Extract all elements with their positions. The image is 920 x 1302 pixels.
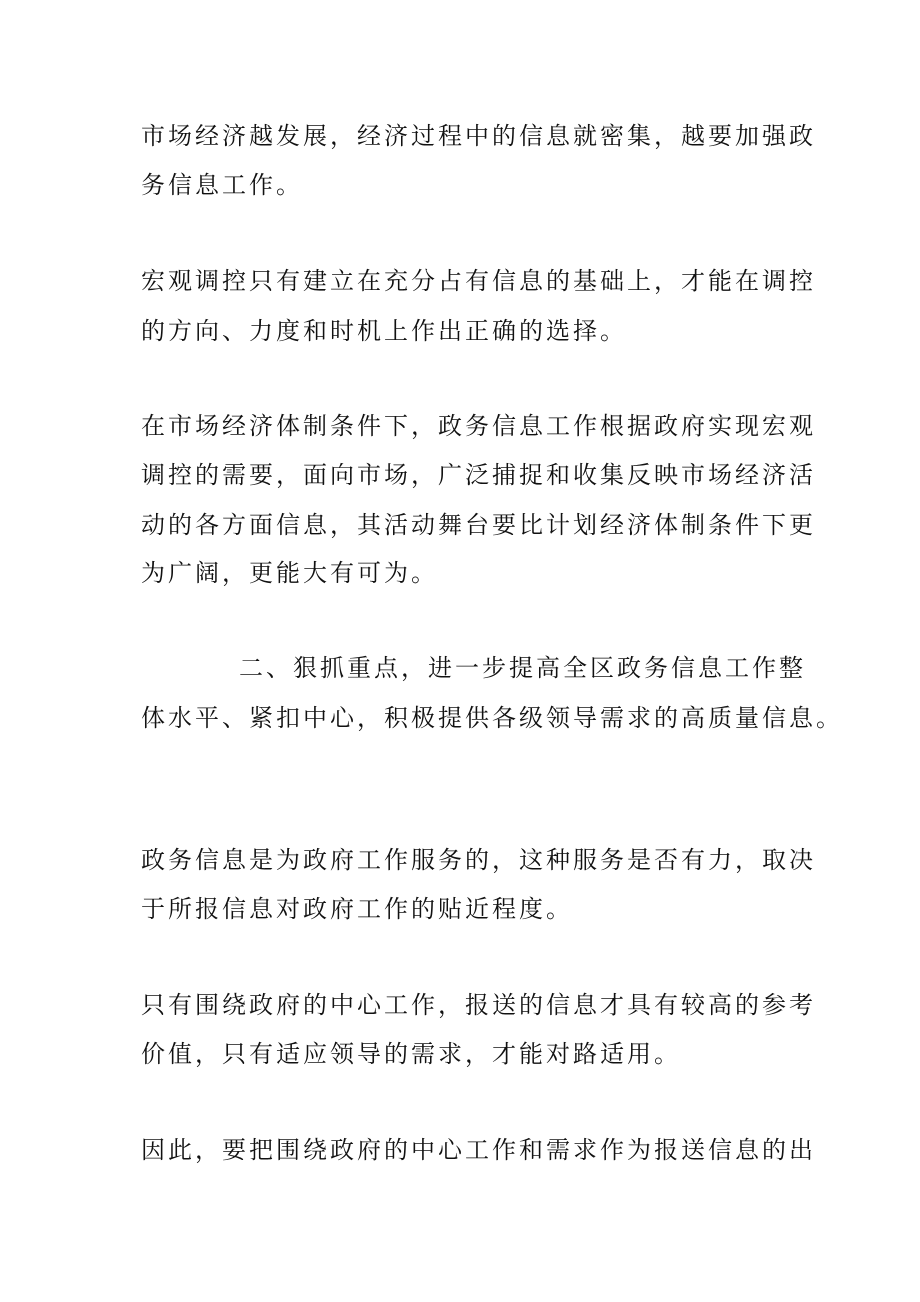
text-line: 于所报信息对政府工作的贴近程度。 [141, 895, 573, 923]
text-line: 只有围绕政府的中心工作，报送的信息才具有较高的参考 [141, 991, 816, 1019]
text-line: 体水平、紧扣中心，积极提供各级领导需求的高质量信息。 [141, 704, 843, 732]
text-line: 务信息工作。 [141, 171, 303, 199]
text-line: 调控的需要，面向市场，广泛捕捉和收集反映市场经济活 [141, 461, 816, 489]
text-line: 为广阔，更能大有可为。 [141, 559, 438, 587]
text-line: 因此，要把围绕政府的中心工作和需求作为报送信息的出 [141, 1136, 816, 1164]
text-line: 政务信息是为政府工作服务的，这种服务是否有力，取决 [141, 846, 816, 874]
text-line: 宏观调控只有建立在充分占有信息的基础上，才能在调控 [141, 267, 816, 295]
text-line: 二、狠抓重点，进一步提高全区政务信息工作整 [239, 654, 806, 682]
text-line: 动的各方面信息，其活动舞台要比计划经济体制条件下更 [141, 511, 816, 539]
text-line: 的方向、力度和时机上作出正确的选择。 [141, 317, 627, 345]
text-line: 在市场经济体制条件下，政务信息工作根据政府实现宏观 [141, 412, 816, 440]
text-line: 价值，只有适应领导的需求，才能对路适用。 [141, 1040, 681, 1068]
text-line: 市场经济越发展，经济过程中的信息就密集，越要加强政 [141, 122, 816, 150]
